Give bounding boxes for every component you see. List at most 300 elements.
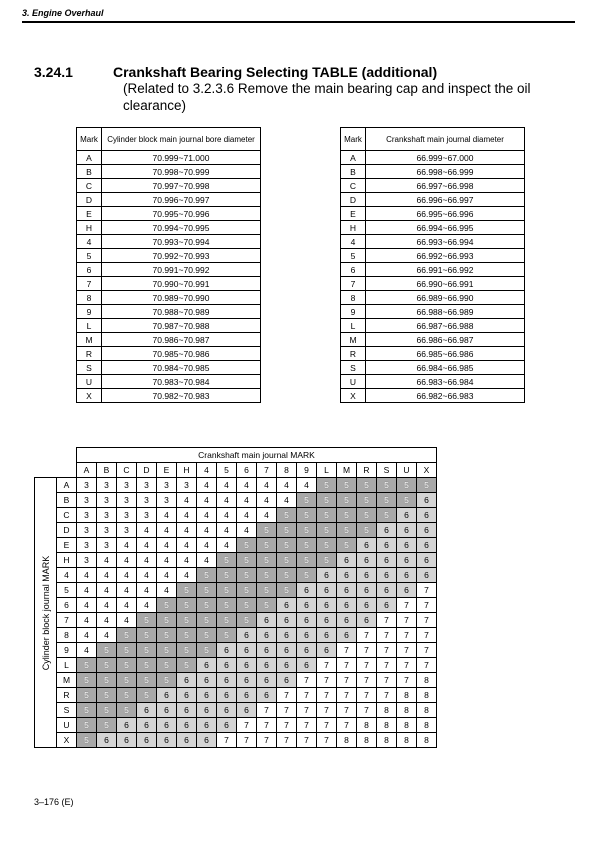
grid-row-mark: 8: [57, 628, 77, 643]
bearing-grade-cell: 7: [277, 703, 297, 718]
bearing-grade-cell: 8: [397, 688, 417, 703]
table-row: [77, 235, 261, 249]
bearing-grade-cell: 6: [277, 658, 297, 673]
bearing-grade-cell: 4: [157, 538, 177, 553]
table-row: [341, 291, 525, 305]
grid-col-mark: H: [177, 463, 197, 478]
grid-col-mark: 5: [217, 463, 237, 478]
grid-row-mark: B: [57, 493, 77, 508]
bearing-grade-cell: 8: [397, 733, 417, 748]
mark-cell: 8: [341, 291, 366, 305]
bearing-grade-cell: 6: [237, 643, 257, 658]
bearing-grade-cell: 6: [197, 733, 217, 748]
bearing-grade-cell: 6: [337, 568, 357, 583]
table-row: [77, 179, 261, 193]
bearing-grade-cell: 3: [97, 523, 117, 538]
bearing-grade-cell: 5: [97, 718, 117, 733]
bearing-grade-cell: 6: [397, 523, 417, 538]
bearing-grade-cell: 6: [377, 553, 397, 568]
bearing-grade-cell: 5: [177, 613, 197, 628]
grid-row-mark: U: [57, 718, 77, 733]
table-row: [341, 165, 525, 179]
bearing-grade-cell: 5: [177, 583, 197, 598]
bearing-grade-cell: 7: [377, 643, 397, 658]
diameter-cell: 70.992~70.993: [102, 249, 261, 263]
bearing-grade-cell: 4: [257, 478, 277, 493]
grid-row: [35, 598, 437, 613]
bearing-grade-cell: 5: [277, 538, 297, 553]
bearing-grade-cell: 6: [117, 718, 137, 733]
grid-col-mark: 7: [257, 463, 277, 478]
bearing-grade-cell: 6: [217, 718, 237, 733]
table-row: [77, 263, 261, 277]
diameter-cell: 70.995~70.996: [102, 207, 261, 221]
bearing-grade-cell: 5: [317, 523, 337, 538]
diameter-cell: 66.988~66.989: [366, 305, 525, 319]
bearing-grade-cell: 5: [297, 508, 317, 523]
bearing-grade-cell: 7: [297, 688, 317, 703]
bearing-grade-cell: 7: [317, 688, 337, 703]
bearing-grade-cell: 4: [177, 508, 197, 523]
mark-cell: 5: [77, 249, 102, 263]
grid-col-mark: L: [317, 463, 337, 478]
bearing-grade-cell: 6: [97, 733, 117, 748]
mark-cell: R: [341, 347, 366, 361]
bearing-grade-cell: 7: [277, 718, 297, 733]
grid-row-mark: A: [57, 478, 77, 493]
bearing-grade-cell: 5: [237, 613, 257, 628]
bearing-grade-cell: 6: [217, 703, 237, 718]
diameter-cell: 66.983~66.984: [366, 375, 525, 389]
bearing-grade-cell: 7: [337, 688, 357, 703]
diameter-cell: 66.997~66.998: [366, 179, 525, 193]
bearing-grade-cell: 7: [237, 733, 257, 748]
table-row: [77, 277, 261, 291]
bearing-grade-cell: 8: [377, 733, 397, 748]
bearing-grade-cell: 6: [177, 718, 197, 733]
bearing-grade-cell: 5: [157, 628, 177, 643]
bearing-grade-cell: 5: [257, 523, 277, 538]
bearing-grade-cell: 5: [137, 613, 157, 628]
bearing-grade-cell: 4: [217, 538, 237, 553]
table-row: [341, 221, 525, 235]
bearing-grade-cell: 7: [277, 688, 297, 703]
diameter-cell: 70.989~70.990: [102, 291, 261, 305]
bearing-grade-cell: 3: [137, 493, 157, 508]
bearing-grade-cell: 5: [97, 643, 117, 658]
mark-cell: 4: [77, 235, 102, 249]
grid-corner: [35, 463, 77, 478]
grid-row: [35, 673, 437, 688]
bearing-grade-cell: 4: [277, 478, 297, 493]
bearing-grade-cell: 3: [177, 478, 197, 493]
bearing-grade-cell: 4: [117, 538, 137, 553]
table-row: [341, 179, 525, 193]
bearing-grade-cell: 4: [77, 628, 97, 643]
bearing-grade-cell: 3: [137, 508, 157, 523]
bearing-grade-cell: 4: [157, 508, 177, 523]
section-title: Crankshaft Bearing Selecting TABLE (additional): [113, 64, 438, 80]
bearing-grade-cell: 5: [117, 643, 137, 658]
bearing-grade-cell: 7: [337, 673, 357, 688]
bearing-grade-cell: 5: [297, 493, 317, 508]
bearing-grade-cell: 7: [397, 613, 417, 628]
grid-row: [35, 493, 437, 508]
bearing-grade-cell: 6: [197, 673, 217, 688]
bearing-grade-cell: 7: [317, 703, 337, 718]
bearing-grade-cell: 5: [317, 478, 337, 493]
bearing-grade-cell: 5: [97, 673, 117, 688]
bearing-grade-cell: 6: [357, 613, 377, 628]
crankshaft-journal-table: [340, 127, 525, 403]
bearing-grade-cell: 6: [257, 643, 277, 658]
bearing-grade-cell: 5: [77, 703, 97, 718]
grid-col-mark: S: [377, 463, 397, 478]
bearing-grade-cell: 6: [297, 613, 317, 628]
table-row: [341, 319, 525, 333]
grid-col-mark: 6: [237, 463, 257, 478]
bearing-grade-cell: 5: [197, 643, 217, 658]
grid-row-mark: L: [57, 658, 77, 673]
bearing-grade-cell: 4: [197, 553, 217, 568]
bearing-grade-cell: 6: [157, 688, 177, 703]
bearing-grade-cell: 5: [277, 523, 297, 538]
bearing-grade-cell: 6: [357, 538, 377, 553]
grid-col-title: Crankshaft main journal MARK: [77, 448, 437, 463]
table-row: [341, 375, 525, 389]
bearing-grade-cell: 4: [197, 508, 217, 523]
diameter-cell: 70.985~70.986: [102, 347, 261, 361]
bearing-grade-cell: 6: [117, 733, 137, 748]
diameter-cell: 66.986~66.987: [366, 333, 525, 347]
table-row: [77, 375, 261, 389]
diameter-cell: 66.994~66.995: [366, 221, 525, 235]
bearing-grade-cell: 5: [177, 598, 197, 613]
bearing-grade-cell: 6: [277, 673, 297, 688]
bearing-grade-cell: 6: [417, 508, 437, 523]
bearing-grade-cell: 7: [417, 598, 437, 613]
table-row: [341, 151, 525, 165]
section-subtitle: (Related to 3.2.3.6 Remove the main bearing cap and inspect the oil clearance): [123, 81, 531, 113]
mark-cell: X: [77, 389, 102, 403]
bearing-grade-cell: 4: [157, 568, 177, 583]
bearing-grade-cell: 6: [217, 673, 237, 688]
bearing-grade-cell: 4: [237, 493, 257, 508]
bearing-grade-cell: 5: [197, 598, 217, 613]
bearing-grade-cell: 5: [297, 523, 317, 538]
bearing-grade-cell: 5: [157, 673, 177, 688]
grid-row: [35, 583, 437, 598]
table-row: [341, 193, 525, 207]
bearing-grade-cell: 5: [257, 583, 277, 598]
bearing-grade-cell: 7: [357, 628, 377, 643]
bearing-grade-cell: 5: [317, 493, 337, 508]
grid-col-mark: E: [157, 463, 177, 478]
grid-row: [35, 613, 437, 628]
bearing-grade-cell: 4: [77, 643, 97, 658]
diameter-cell: 70.986~70.987: [102, 333, 261, 347]
bearing-grade-cell: 5: [357, 493, 377, 508]
bearing-grade-cell: 4: [117, 553, 137, 568]
bearing-grade-cell: 6: [377, 598, 397, 613]
mark-cell: C: [341, 179, 366, 193]
table-row: [77, 207, 261, 221]
bearing-grade-cell: 4: [137, 553, 157, 568]
bearing-grade-cell: 4: [157, 523, 177, 538]
bearing-grade-cell: 5: [157, 613, 177, 628]
bearing-grade-cell: 8: [397, 703, 417, 718]
bearing-grade-cell: 5: [297, 538, 317, 553]
bearing-grade-cell: 4: [217, 523, 237, 538]
diameter-cell: 66.990~66.991: [366, 277, 525, 291]
bearing-grade-cell: 6: [217, 643, 237, 658]
bearing-grade-cell: 7: [317, 733, 337, 748]
bearing-grade-cell: 7: [237, 718, 257, 733]
bearing-grade-cell: 6: [177, 688, 197, 703]
table-row: [341, 207, 525, 221]
diameter-cell: 66.985~66.986: [366, 347, 525, 361]
bearing-grade-cell: 8: [357, 718, 377, 733]
bearing-grade-cell: 4: [237, 523, 257, 538]
bearing-grade-cell: 6: [417, 553, 437, 568]
bearing-grade-cell: 5: [177, 658, 197, 673]
mark-cell: H: [77, 221, 102, 235]
bearing-grade-cell: 5: [157, 658, 177, 673]
mark-cell: 8: [77, 291, 102, 305]
bearing-grade-cell: 6: [237, 688, 257, 703]
bearing-grade-cell: 6: [277, 598, 297, 613]
bearing-grade-cell: 5: [177, 643, 197, 658]
bearing-grade-cell: 7: [297, 703, 317, 718]
table-row: [77, 347, 261, 361]
bearing-grade-cell: 5: [317, 553, 337, 568]
bearing-grade-cell: 5: [197, 613, 217, 628]
table-row: [77, 193, 261, 207]
bearing-grade-cell: 7: [337, 643, 357, 658]
bearing-grade-cell: 6: [237, 658, 257, 673]
bearing-grade-cell: 4: [177, 568, 197, 583]
grid-col-mark: B: [97, 463, 117, 478]
bearing-grade-cell: 5: [377, 493, 397, 508]
bearing-grade-cell: 7: [337, 718, 357, 733]
bearing-grade-cell: 6: [297, 658, 317, 673]
bearing-grade-cell: 3: [117, 478, 137, 493]
bearing-grade-cell: 7: [397, 658, 417, 673]
table-row: [341, 361, 525, 375]
table-row: [77, 249, 261, 263]
bearing-grade-cell: 3: [97, 478, 117, 493]
grid-row: [35, 658, 437, 673]
bearing-grade-cell: 7: [297, 673, 317, 688]
grid-row-mark: R: [57, 688, 77, 703]
diameter-cell: 66.999~67.000: [366, 151, 525, 165]
bearing-grade-cell: 5: [377, 478, 397, 493]
bearing-grade-cell: 3: [77, 553, 97, 568]
bearing-grade-cell: 3: [77, 493, 97, 508]
mark-header: Mark: [341, 128, 366, 151]
diameter-cell: 66.996~66.997: [366, 193, 525, 207]
diameter-cell: 70.998~70.999: [102, 165, 261, 179]
bearing-grade-cell: 6: [137, 733, 157, 748]
bearing-grade-cell: 5: [337, 508, 357, 523]
bearing-grade-cell: 5: [237, 553, 257, 568]
bearing-grade-cell: 7: [337, 658, 357, 673]
page-number: 3–176 (E): [34, 797, 74, 807]
bearing-grade-cell: 5: [217, 628, 237, 643]
bearing-grade-cell: 5: [357, 508, 377, 523]
bearing-grade-cell: 3: [97, 493, 117, 508]
bearing-grade-cell: 4: [137, 568, 157, 583]
bearing-grade-cell: 5: [217, 613, 237, 628]
diameter-cell: 70.997~70.998: [102, 179, 261, 193]
bearing-grade-cell: 6: [337, 598, 357, 613]
mark-cell: U: [77, 375, 102, 389]
grid-row: [35, 628, 437, 643]
bearing-grade-cell: 3: [117, 493, 137, 508]
bearing-grade-cell: 5: [197, 583, 217, 598]
bearing-grade-cell: 5: [77, 718, 97, 733]
grid-row: [35, 718, 437, 733]
bearing-grade-cell: 3: [117, 523, 137, 538]
grid-row: [35, 643, 437, 658]
diameter-cell: 66.993~66.994: [366, 235, 525, 249]
bearing-grade-cell: 7: [377, 613, 397, 628]
mark-header: Mark: [77, 128, 102, 151]
bearing-grade-cell: 5: [257, 553, 277, 568]
mark-cell: R: [77, 347, 102, 361]
diameter-cell: 70.982~70.983: [102, 389, 261, 403]
bearing-grade-cell: 5: [137, 643, 157, 658]
bearing-grade-cell: 6: [397, 508, 417, 523]
grid-col-mark: X: [417, 463, 437, 478]
bearing-grade-cell: 4: [177, 493, 197, 508]
bearing-grade-cell: 5: [97, 703, 117, 718]
diameter-cell: 66.991~66.992: [366, 263, 525, 277]
bearing-selection-grid: [34, 447, 437, 748]
bearing-grade-cell: 5: [237, 598, 257, 613]
bearing-grade-cell: 6: [157, 733, 177, 748]
table-row: [341, 263, 525, 277]
grid-corner: [35, 448, 77, 463]
bearing-grade-cell: 7: [397, 643, 417, 658]
bearing-grade-cell: 5: [277, 568, 297, 583]
grid-row-mark: D: [57, 523, 77, 538]
mark-cell: L: [77, 319, 102, 333]
grid-row: [35, 478, 437, 493]
bearing-grade-cell: 3: [77, 478, 97, 493]
mark-cell: 7: [341, 277, 366, 291]
bearing-grade-cell: 8: [417, 673, 437, 688]
mark-cell: M: [341, 333, 366, 347]
grid-col-mark: 4: [197, 463, 217, 478]
bearing-grade-cell: 8: [417, 688, 437, 703]
bearing-grade-cell: 4: [217, 478, 237, 493]
mark-cell: A: [77, 151, 102, 165]
bearing-grade-cell: 7: [417, 643, 437, 658]
diameter-cell: 70.990~70.991: [102, 277, 261, 291]
bearing-grade-cell: 4: [97, 568, 117, 583]
bearing-grade-cell: 7: [357, 673, 377, 688]
bearing-grade-cell: 8: [377, 718, 397, 733]
grid-col-mark: R: [357, 463, 377, 478]
table-row: [77, 361, 261, 375]
bearing-grade-cell: 4: [137, 523, 157, 538]
bearing-grade-cell: 4: [197, 523, 217, 538]
bearing-grade-cell: 6: [197, 703, 217, 718]
bearing-grade-cell: 6: [357, 583, 377, 598]
bearing-grade-cell: 4: [197, 478, 217, 493]
mark-cell: U: [341, 375, 366, 389]
bearing-grade-cell: 6: [357, 553, 377, 568]
bearing-grade-cell: 8: [417, 733, 437, 748]
bearing-grade-cell: 4: [77, 568, 97, 583]
grid-row: [35, 568, 437, 583]
bearing-grade-cell: 7: [377, 628, 397, 643]
table-row: [77, 333, 261, 347]
bearing-grade-cell: 8: [377, 703, 397, 718]
bearing-grade-cell: 8: [337, 733, 357, 748]
grid-row: [35, 553, 437, 568]
diameter-cell: 70.996~70.997: [102, 193, 261, 207]
grid-row-title: [35, 478, 57, 748]
bearing-grade-cell: 5: [217, 553, 237, 568]
bearing-grade-cell: 5: [77, 733, 97, 748]
bearing-grade-cell: 6: [417, 493, 437, 508]
bearing-grade-cell: 5: [277, 553, 297, 568]
bearing-grade-cell: 5: [417, 478, 437, 493]
bearing-grade-cell: 7: [337, 703, 357, 718]
bearing-grade-cell: 6: [197, 718, 217, 733]
bearing-grade-cell: 4: [257, 508, 277, 523]
table-row: [341, 389, 525, 403]
bearing-grade-cell: 6: [377, 538, 397, 553]
bearing-grade-cell: 6: [397, 553, 417, 568]
grid-row: [35, 538, 437, 553]
bearing-grade-cell: 5: [237, 538, 257, 553]
mark-cell: B: [77, 165, 102, 179]
table-row: [77, 165, 261, 179]
grid-col-mark: M: [337, 463, 357, 478]
bearing-grade-cell: 5: [217, 598, 237, 613]
grid-row-mark: 6: [57, 598, 77, 613]
bearing-grade-cell: 6: [297, 598, 317, 613]
bearing-grade-cell: 7: [417, 613, 437, 628]
bearing-grade-cell: 5: [97, 658, 117, 673]
bearing-grade-cell: 5: [117, 658, 137, 673]
mark-cell: 4: [341, 235, 366, 249]
bearing-grade-cell: 7: [357, 703, 377, 718]
bearing-grade-cell: 5: [277, 583, 297, 598]
bearing-grade-cell: 3: [77, 523, 97, 538]
bearing-grade-cell: 6: [357, 598, 377, 613]
bearing-grade-cell: 5: [257, 538, 277, 553]
bearing-grade-cell: 7: [417, 628, 437, 643]
bearing-grade-cell: 5: [297, 553, 317, 568]
grid-row: [35, 703, 437, 718]
table-row: [341, 277, 525, 291]
mark-cell: H: [341, 221, 366, 235]
bearing-grade-cell: 7: [317, 673, 337, 688]
bearing-grade-cell: 5: [397, 493, 417, 508]
bearing-grade-cell: 5: [337, 538, 357, 553]
bearing-grade-cell: 7: [417, 583, 437, 598]
bearing-grade-cell: 5: [77, 658, 97, 673]
bearing-grade-cell: 4: [117, 598, 137, 613]
bearing-grade-cell: 5: [117, 703, 137, 718]
bearing-grade-cell: 6: [317, 568, 337, 583]
bearing-grade-cell: 7: [217, 733, 237, 748]
mark-cell: C: [77, 179, 102, 193]
